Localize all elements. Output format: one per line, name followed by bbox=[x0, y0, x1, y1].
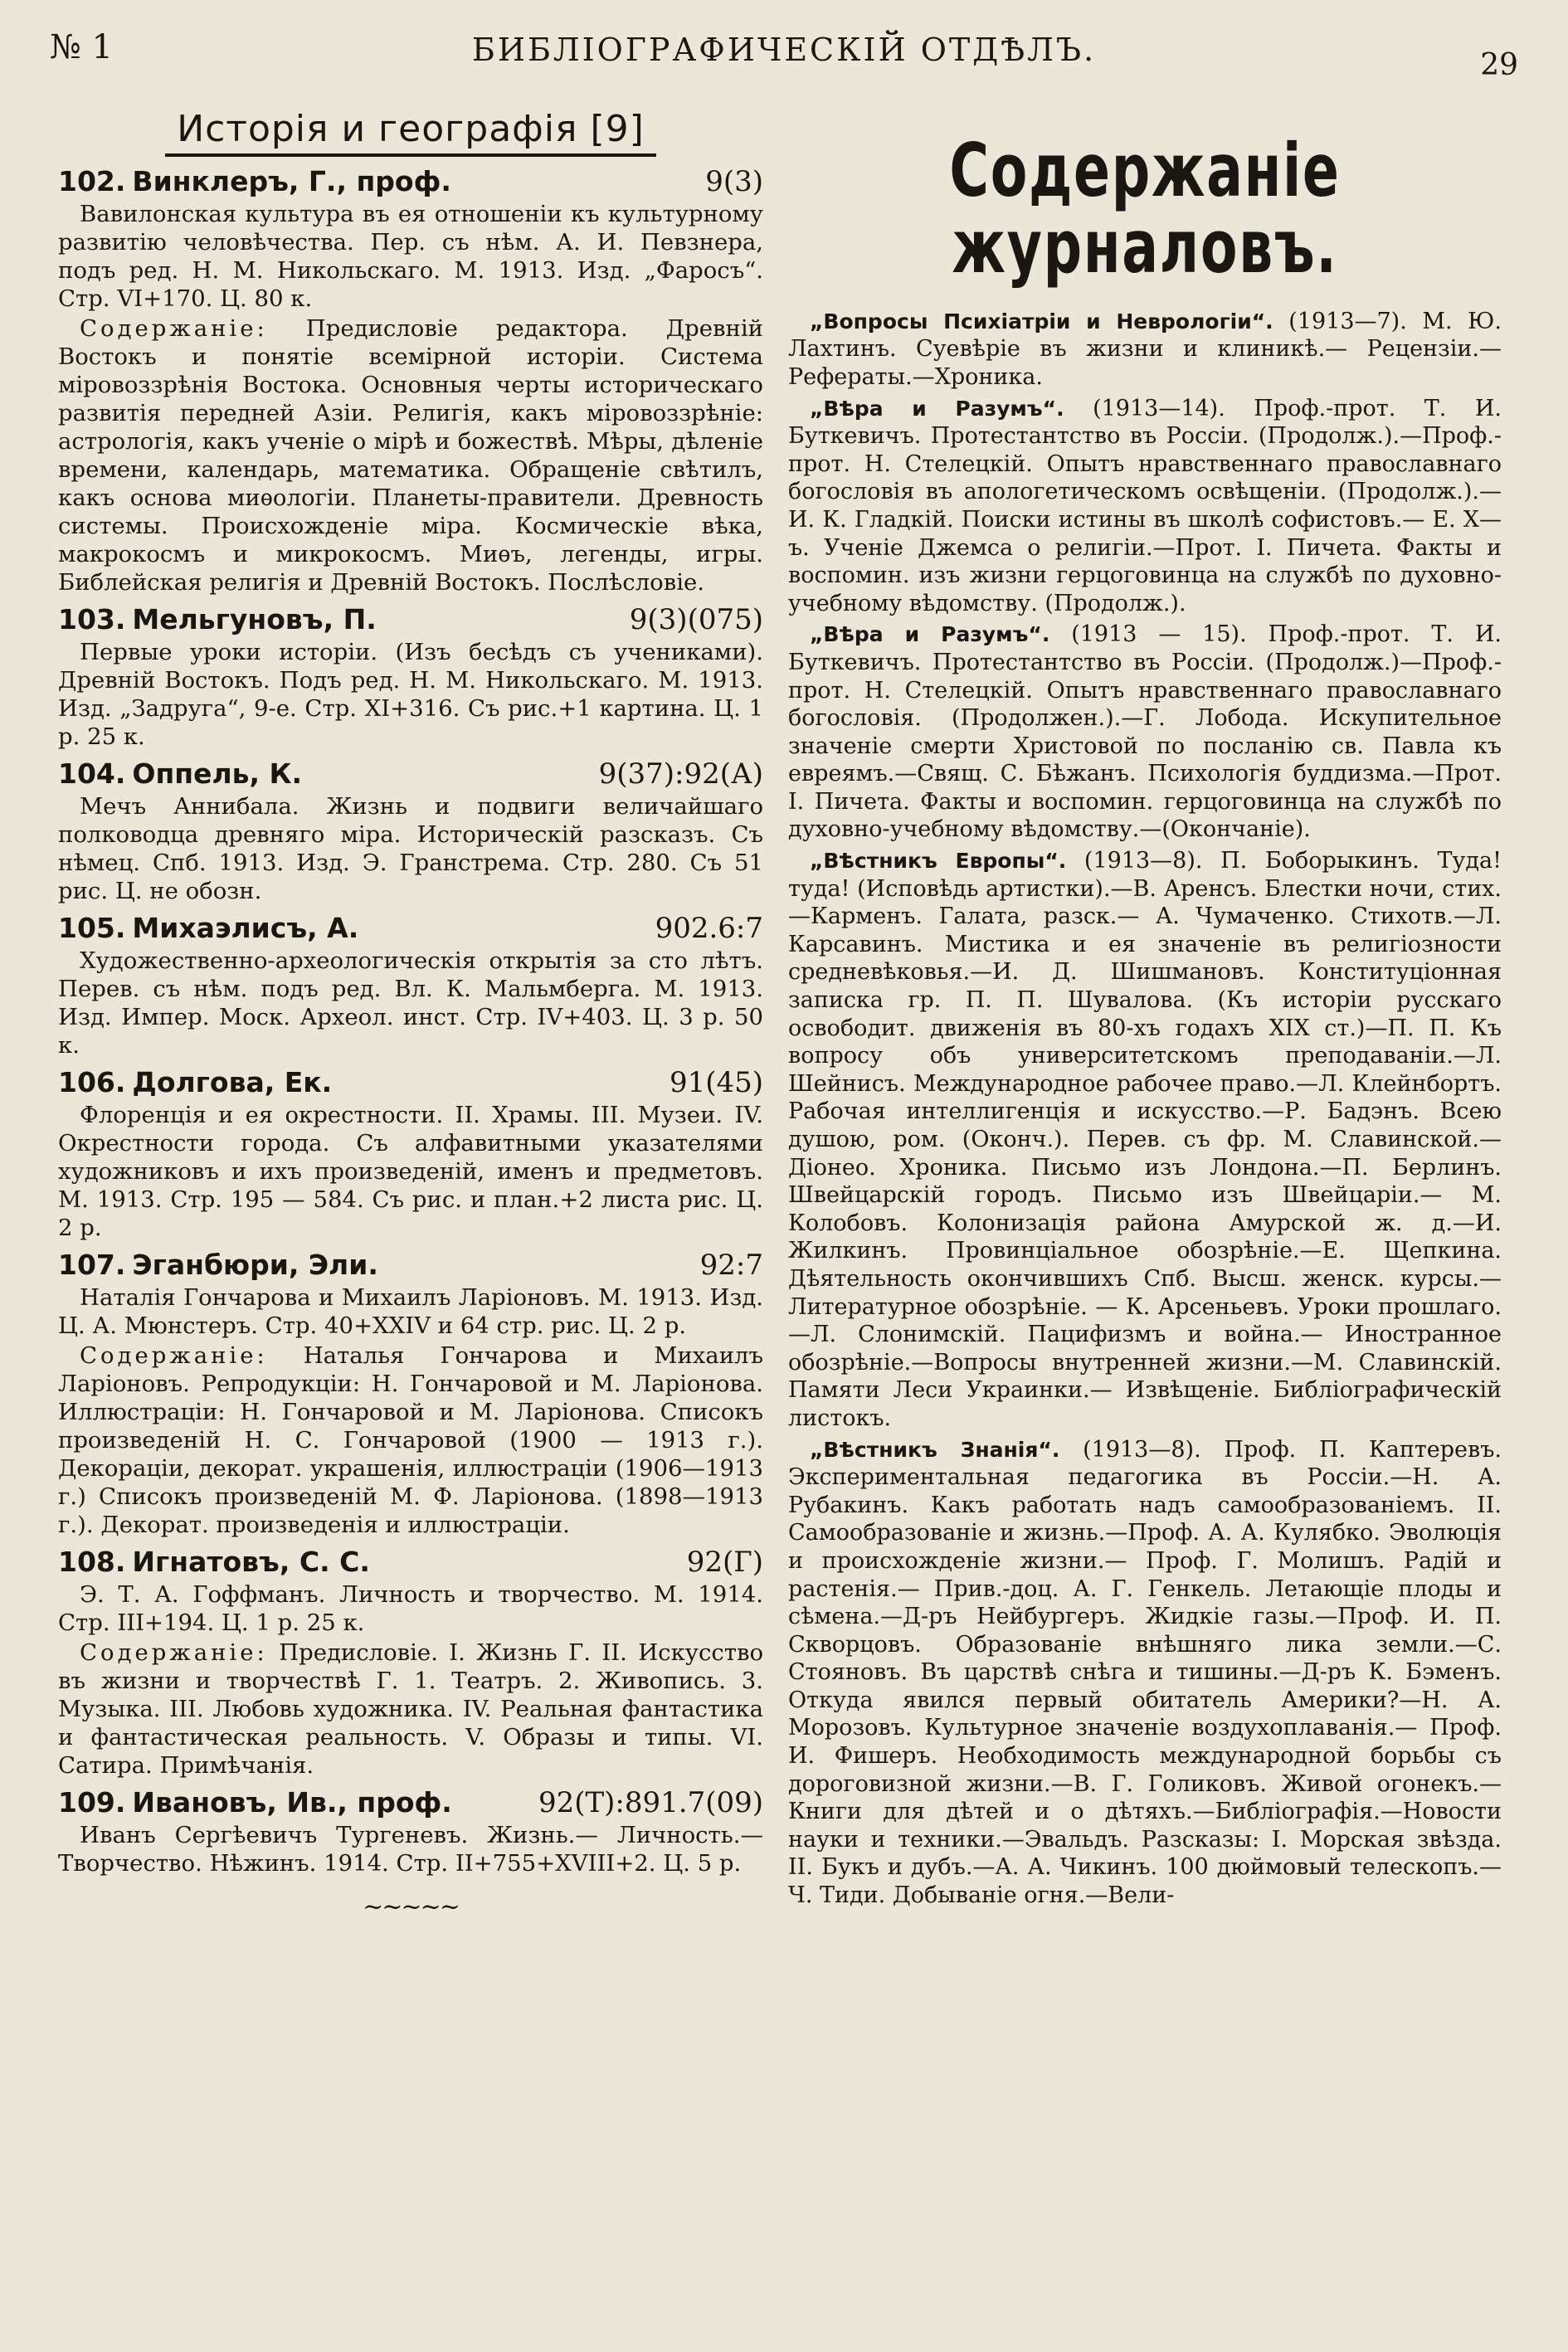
entry-description: Первые уроки исторіи. (Изъ бесѣдъ съ учениками). Древній Востокъ. Подъ ред. Н. М. Никольскаго. М. 1913. Изд. „Задруга“, 9-е. Стр. XI+316. Съ рис.+1 картина. Ц. 1 р. 25 к. bbox=[58, 639, 763, 750]
entry-classification: 92(Г) bbox=[686, 1546, 763, 1579]
entry-author-line bbox=[58, 603, 377, 636]
journal-title: „Вѣра и Разумъ“. bbox=[810, 622, 1050, 647]
entry-author: Оппель, К. bbox=[132, 757, 303, 790]
page-header-title: БИБЛІОГРАФИЧЕСКІЙ ОТДѢЛЪ. bbox=[471, 32, 1097, 68]
journal-text: (1913—14). Проф.-прот. Т. И. Буткевичъ. Протестантство въ Россіи. (Продолж.).—Проф.-прот. Н. Стелецкій. Опытъ нравственнаго православнаго богословія въ апологетическомъ освѣщеніи. (Продолж.).—И. К. Гладкій. Поиски истины въ школѣ софистовъ.— Е. Х—ъ. Ученіе Джемса о религіи.—Прот. I. Пичета. Факты и воспомин. изъ жизни герцоговинца на службѣ по духовно-учебному вѣдомству. (Продолж.). bbox=[788, 395, 1502, 616]
entry-number: 106. bbox=[58, 1066, 126, 1098]
bibliography-entry bbox=[58, 1249, 763, 1539]
entry-number: 103. bbox=[58, 603, 126, 635]
journal-text: (1913—8). П. Боборыкинъ. Туда! туда! (Исповѣдь артистки).—В. Аренсъ. Блестки ночи, стих.—Карменъ. Галата, разск.— А. Чумаченко. Стихотв.—Л. Карсавинъ. Мистика и ея значеніе въ религіозности средневѣковья.—И. Д. Шишмановъ. Конституціонная записка гр. П. П. Шувалова. (Къ исторіи русскаго освободит. движенія въ 80-хъ годахъ XIX ст.)—П. П. Къ вопросу объ университетскомъ преподаваніи.—Л. Шейнисъ. Международное рабочее право.—Л. Клейнбортъ. Рабочая интеллигенція и искусство.—Р. Бадэнъ. Всею душою, ром. (Оконч.). Перев. съ фр. М. Славинской.—Діонео. Хроника. Письмо изъ Лондона.—П. Берлинъ. Швейцарскій городъ. Письмо изъ Швейцаріи.— М. Колобовъ. Колонизація района Амурской ж. д.—И. Жилкинъ. Провинціальное обозрѣніе.—Е. Щепкина. Дѣятельность окончившихъ Спб. Высш. женск. курсы.— Литературное обозрѣніе. — К. Арсеньевъ. Уроки прошлаго.—Л. Слонимскій. Пацифизмъ и война.— Иностранное обозрѣніе.—Вопросы внутренней жизни.—М. Славинскій. Памяти Леси Украинки.— Извѣщеніе. Библіографическій листокъ. bbox=[788, 848, 1502, 1431]
entry-classification: 92(Т):891.7(09) bbox=[538, 1786, 763, 1819]
issue-number: № 1 bbox=[50, 28, 114, 66]
left-column bbox=[58, 100, 763, 1921]
right-column bbox=[788, 100, 1502, 1913]
contents-text: Предисловіе. I. Жизнь Г. II. Искусство въ жизни и творчествѣ Г. 1. Театръ. 2. Живопись. 3. Музыка. III. Любовь художника. IV. Реальная фантастика и фантастическая реальность. V. Образы и типы. VI. Сатира. Примѣчанія. bbox=[58, 1639, 763, 1779]
journal-text: (1913—7). М. Ю. Лахтинъ. Суевѣріе въ жизни и клиникѣ.— Рецензіи.—Рефераты.—Хроника. bbox=[788, 308, 1502, 390]
journal-entry bbox=[788, 308, 1502, 392]
entry-contents bbox=[58, 1342, 763, 1539]
journal-title: „Вѣстникъ Европы“. bbox=[810, 849, 1067, 874]
entry-description: Вавилонская культура въ ея отношеніи къ культурному развитію человѣчества. Пер. съ нѣм. А. И. Певзнера, подъ ред. Н. М. Никольскаго. М. 1913. Изд. „Фаросъ“. Стр. VI+170. Ц. 80 к. bbox=[58, 201, 763, 312]
contents-label: Содержаніе: bbox=[80, 315, 268, 342]
entry-heading bbox=[58, 165, 763, 198]
entry-description: Мечъ Аннибала. Жизнь и подвиги величайшаго полководца древняго міра. Историческій разсказъ. Съ нѣмец. Спб. 1913. Изд. Э. Гранстрема. Стр. 280. Съ 51 рис. Ц. не обозн. bbox=[58, 793, 763, 904]
section-title bbox=[58, 108, 763, 150]
flourish-ornament: ~~~~~ bbox=[363, 1892, 459, 1921]
entry-description: Наталія Гончарова и Михаилъ Ларіоновъ. М. 1913. Изд. Ц. А. Мюнстеръ. Стр. 40+XXIV и 64 стр. рис. Ц. 2 р. bbox=[58, 1284, 763, 1339]
entry-author: Эганбюри, Эли. bbox=[132, 1249, 378, 1281]
journal-text: (1913 — 15). Проф.-прот. Т. И. Буткевичъ. Протестантство въ Россіи. (Продолж.)—Проф.-прот. Н. Стелецкій. Опытъ нравственнаго православнаго богословія. (Продолжен.).—Г. Лобода. Искупительное значеніе смерти Христовой по посланію св. Павла къ евреямъ.—Свящ. С. Бѣжанъ. Психологія буддизма.—Прот. I. Пичета. Факты и воспомин. герцоговинца на службѣ по духовно-учебному вѣдомству.—(Окончаніе). bbox=[788, 621, 1502, 843]
entry-classification: 9(3) bbox=[705, 165, 763, 198]
entry-number: 107. bbox=[58, 1249, 126, 1281]
entry-description: Художественно-археологическія открытія за сто лѣтъ. Перев. съ нѣм. подъ ред. Вл. К. Мальмберга. М. 1913. Изд. Импер. Моск. Археол. инст. Стр. IV+403. Ц. 3 р. 50 к. bbox=[58, 947, 763, 1059]
entry-classification: 902.6:7 bbox=[655, 912, 763, 945]
entry-classification: 9(37):92(А) bbox=[598, 757, 763, 791]
entry-number: 109. bbox=[58, 1786, 126, 1819]
bibliography-entry bbox=[58, 1546, 763, 1780]
journal-entry bbox=[788, 395, 1502, 618]
entry-classification: 92:7 bbox=[699, 1249, 763, 1282]
entry-heading bbox=[58, 912, 763, 945]
entry-number: 102. bbox=[58, 165, 126, 197]
bibliography-entry bbox=[58, 1786, 763, 1877]
contents-label: Содержаніе: bbox=[80, 1342, 268, 1369]
entry-author-line bbox=[58, 757, 302, 791]
entry-description: Э. Т. А. Гоффманъ. Личность и творчество. М. 1914. Стр. III+194. Ц. 1 р. 25 к. bbox=[58, 1581, 763, 1636]
journal-contents-list bbox=[788, 308, 1502, 1910]
bibliography-entry bbox=[58, 165, 763, 597]
entry-author-line bbox=[58, 165, 451, 198]
contents-text: Наталья Гончарова и Михаилъ Ларіоновъ. Репродукціи: Н. Гончаровой и М. Ларіонова. Иллюстраціи: Н. Гончаровой и М. Ларіонова. Списокъ произведеній Н. С. Гончаровой (1900 — 1913 г.). Декораціи, декорат. украшенія, иллюстраціи (1906—1913 г.) Списокъ произведеній М. Ф. Ларіонова. (1898—1913 г.). Декорат. произведенія и иллюстраціи. bbox=[58, 1342, 763, 1538]
entry-number: 108. bbox=[58, 1546, 126, 1578]
contents-text: Предисловіе редактора. Древній Востокъ и понятіе всемірной исторіи. Система міровоззрѣнія Востока. Основныя черты историческаго развитія передней Азіи. Религія, какъ міровоззрѣніе: астрологія, какъ ученіе о мірѣ и божествѣ. Мѣры, дѣленіе времени, календарь, математика. Обращеніе свѣтилъ, какъ основа миѳологіи. Планеты-правители. Древность системы. Происхожденіе міра. Космическіе вѣка, макрокосмъ и микрокосмъ. Миѳъ, легенды, игры. Библейская религія и Древній Востокъ. Послѣсловіе. bbox=[58, 315, 763, 596]
journal-title: „Вѣра и Разумъ“. bbox=[810, 396, 1064, 421]
entry-description: Иванъ Сергѣевичъ Тургеневъ. Жизнь.— Личность.— Творчество. Нѣжинъ. 1914. Стр. II+755+XVIII+2. Ц. 5 р. bbox=[58, 1822, 763, 1877]
entry-author: Винклеръ, Г., проф. bbox=[132, 165, 451, 197]
entry-classification: 91(45) bbox=[669, 1066, 763, 1099]
entry-author-line bbox=[58, 1249, 378, 1282]
entry-heading bbox=[58, 1066, 763, 1099]
contents-label: Содержаніе: bbox=[80, 1639, 268, 1666]
entry-heading bbox=[58, 1546, 763, 1579]
bibliography-entries bbox=[58, 165, 763, 1877]
journal-entry bbox=[788, 621, 1502, 844]
entry-author-line bbox=[58, 912, 358, 945]
entry-author-line bbox=[58, 1066, 332, 1099]
entry-author: Игнатовъ, С. С. bbox=[132, 1546, 370, 1578]
entry-heading bbox=[58, 603, 763, 636]
journal-title: „Вопросы Психіатріи и Неврологіи“. bbox=[810, 309, 1273, 334]
running-head bbox=[50, 23, 1518, 82]
entry-contents bbox=[58, 314, 763, 597]
entry-author: Мельгуновъ, П. bbox=[132, 603, 377, 635]
entry-number: 105. bbox=[58, 912, 126, 944]
bibliography-entry bbox=[58, 1066, 763, 1242]
entry-author: Ивановъ, Ив., проф. bbox=[132, 1786, 452, 1819]
journal-entry bbox=[788, 1436, 1502, 1910]
journal-title: „Вѣстникъ Знанія“. bbox=[810, 1437, 1060, 1462]
journal-entry bbox=[788, 847, 1502, 1432]
entry-author-line bbox=[58, 1786, 452, 1819]
entry-heading bbox=[58, 1249, 763, 1282]
entry-author: Михаэлисъ, А. bbox=[132, 912, 359, 944]
entry-heading bbox=[58, 757, 763, 791]
section-title-text: Исторія и географія [9] bbox=[165, 108, 656, 157]
entry-author: Долгова, Ек. bbox=[132, 1066, 333, 1098]
bibliography-entry bbox=[58, 912, 763, 1059]
entry-classification: 9(3)(075) bbox=[629, 603, 763, 636]
journals-section-title: Содержаніе журналовъ. bbox=[949, 128, 1341, 290]
journal-text: (1913—8). Проф. П. Каптеревъ. Экспериментальная педагогика въ Россіи.—Н. А. Рубакинъ. Какъ работать надъ самообразованіемъ. II. Самообразованіе и жизнь.—Проф. А. А. Кулябко. Эволюція и происхожденіе жизни.— Проф. Г. Молишъ. Радій и растенія.— Прив.-доц. А. Г. Генкель. Летающіе плоды и сѣмена.—Д-ръ Нейбургеръ. Жидкіе газы.—Проф. И. П. Скворцовъ. Образованіе внѣшняго лика земли.—С. Стояновъ. Въ царствѣ снѣга и тишины.—Д-ръ К. Бэменъ. Откуда явился первый обитатель Америки?—Н. А. Морозовъ. Культурное значеніе воздухоплаванія.— Проф. И. Фишеръ. Необходимость международной борьбы съ дороговизной жизни.—В. Г. Голиковъ. Живой огонекъ.— Книги для дѣтей и о дѣтяхъ.—Библіографія.—Новости науки и техники.—Эвальдъ. Разсказы: I. Морская звѣзда. II. Букъ и дубъ.—А. А. Чикинъ. 100 дюймовый телескопъ.—Ч. Тиди. Добываніе огня.—Вели- bbox=[788, 1436, 1502, 1909]
bibliography-entry bbox=[58, 603, 763, 751]
entry-heading bbox=[58, 1786, 763, 1819]
page-number: 29 bbox=[1480, 48, 1518, 82]
entry-description: Флоренція и ея окрестности. II. Храмы. III. Музеи. IV. Окрестности города. Съ алфавитными указателями художниковъ и ихъ произведеній, именъ и предметовъ. М. 1913. Стр. 195 — 584. Съ рис. и план.+2 листа рис. Ц. 2 р. bbox=[58, 1102, 763, 1241]
bibliography-entry bbox=[58, 757, 763, 905]
entry-contents bbox=[58, 1639, 763, 1780]
entry-number: 104. bbox=[58, 757, 126, 790]
entry-author-line bbox=[58, 1546, 370, 1579]
